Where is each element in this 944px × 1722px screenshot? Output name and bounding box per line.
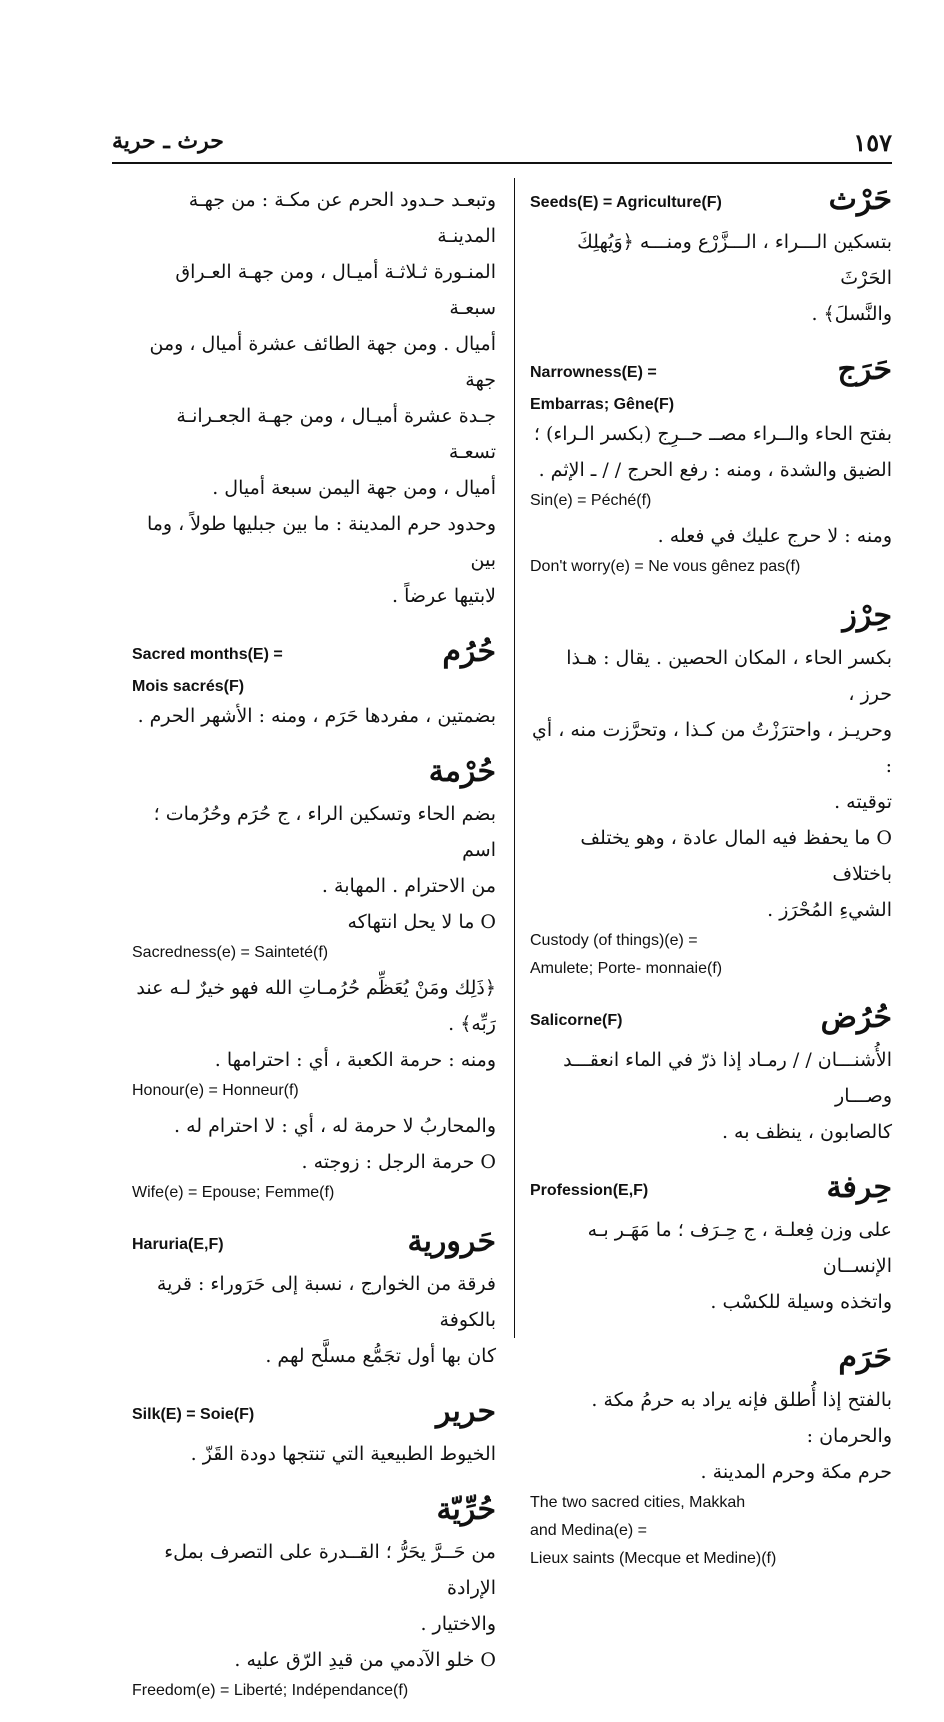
translation-line: Lieux saints (Mecque et Medine)(f) [530,1550,777,1567]
entry-header [132,754,496,796]
entry-header [530,1170,892,1212]
dictionary-entry [530,182,892,332]
dictionary-entry [530,352,892,578]
dictionary-entry [530,1000,892,1150]
translation-line: Sin(e) = Péché(f) [530,492,652,509]
arabic-definition-line: بكسر الحاء ، المكان الحصين . يقال : هـذا حرز ، [566,647,892,705]
arabic-definition-line: بفتح الحاء والــراء مصــ حــرِج (بكسر الـراء) ؛ [533,423,892,445]
arabic-definition-line: وحريـز ، واحترَزْتُ من كـذا ، وتحرَّزت منه ، أي : [532,719,892,777]
arabic-definition-line: الخيوط الطبيعية التي تنتجها دودة القَزّ . [190,1443,496,1465]
arabic-definition-line: كالصابون ، ينظف به . [721,1121,892,1143]
arabic-definition-line: حرم مكة وحرم المدينة . [700,1461,892,1483]
translation-line: Wife(e) = Epouse; Femme(f) [132,1184,335,1201]
translation-line: Sacredness(e) = Sainteté(f) [132,944,329,961]
translation-line: Custody (of things)(e) = [530,932,698,949]
entry-header [530,352,892,416]
arabic-definition-line: لابتيها عرضاً . [392,585,496,607]
translation-line: The two sacred cities, Makkah [530,1494,746,1511]
headword: حَرَم [838,1340,892,1375]
translation-line: Don't worry(e) = Ne vous gênez pas(f) [530,558,801,575]
translation-line: Freedom(e) = Liberté; Indépendance(f) [132,1682,409,1699]
entry-translation: Narrowness(E) = [530,364,657,381]
dictionary-entry [530,598,892,980]
entry-translation: Salicorne(F) [530,1012,623,1029]
headword: حَرَج [837,352,892,387]
arabic-definition-line: بتسكين الـــراء ، الـــزَّرْع ومنـــه ﴿وَيُهلِكَ الحَرْثَ [577,231,892,289]
arabic-definition-line: والمحاربُ لا حرمة له ، أي : لا احترام له . [174,1115,496,1137]
arabic-definition-line: وحدود حرم المدينة : ما بين جبليها طولاً ، وما بين [146,513,496,571]
arabic-definition-line: توقيته . [834,791,892,813]
arabic-definition-line: والنَّسلَ﴾ . [811,303,892,325]
arabic-definition-line: الضيق والشدة ، ومنه : رفع الحرج / / ـ الإثم . [538,459,892,481]
headword: حَرورية [407,1224,496,1259]
arabic-definition-line: ومنه : لا حرج عليك في فعله . [657,525,892,547]
arabic-definition-line: على وزن فِعلـة ، ج حِـرَف ؛ ما مَهَـر بـه الإنســان [587,1219,892,1277]
arabic-definition-line: المنـورة ثـلاثـة أميـال ، ومن جهـة العـراق سبعـة [175,261,496,319]
headword: حُرُم [442,634,496,669]
entry-header [530,1340,892,1382]
headword: حرير [436,1394,496,1429]
entry-translation: Mois sacrés(F) [132,678,245,695]
arabic-definition-line: أميال ، ومن جهة اليمن سبعة أميال . [212,477,496,499]
headword: حِرْز [842,598,892,633]
dictionary-entry [530,1340,892,1570]
arabic-definition-line: وتبعـد حـدود الحرم عن مكـة : من جهـة المدينـة [188,189,496,247]
arabic-definition-line: جـدة عشرة أميـال ، ومن جهـة الجعـرانـة تسعـة [176,405,496,463]
headword: حُرْمة [428,754,496,789]
arabic-definition-line: كان بها أول تجَمُّع مسلَّح لهم . [265,1345,496,1367]
dictionary-entry [132,1492,496,1702]
arabic-definition-line: من الاحترام . المهابة . [321,875,496,897]
entry-header [132,1492,496,1534]
translation-line: Honour(e) = Honneur(f) [132,1082,299,1099]
left-column-intro [132,182,496,614]
arabic-definition-line: واتخذه وسيلة للكسْب . [710,1291,892,1313]
dictionary-entry [132,634,496,734]
arabic-definition-line: ومنه : حرمة الكعبة ، أي : احترامها . [214,1049,496,1071]
arabic-definition-line: ﴿ذَلِك ومَنْ يُعَظِّم حُرُمـاتِ الله فهو خيرٌ لـه عند [136,977,496,999]
arabic-definition-line: أميال . ومن جهة الطائف عشرة أميال ، ومن جهة [149,333,496,391]
headword: حُرُض [820,1000,892,1035]
dictionary-entry [132,1394,496,1472]
headword: حُرِّيّة [436,1492,496,1527]
header-rule [112,162,892,164]
entry-translation: Haruria(E,F) [132,1236,224,1253]
entry-translation: Embarras; Gêne(F) [530,396,675,413]
right-column [530,182,892,1590]
headword: حِرفة [826,1170,892,1205]
dictionary-entry [530,1170,892,1320]
arabic-definition-line: بالفتح إذا أُطلق فإنه يراد به حرمُ مكة . والحرمان : [591,1389,892,1447]
entry-header [530,1000,892,1042]
arabic-definition-line: بضمتين ، مفردها حَرَم ، ومنه : الأشهر الحرم . [137,705,496,727]
entry-translation: Sacred months(E) = [132,646,283,663]
left-column-entries [132,634,496,1702]
left-column [132,182,496,1722]
entry-header [132,634,496,698]
dictionary-entry [132,1224,496,1374]
arabic-definition-line: O خلو الآدمي من قيدِ الرّق عليه . [234,1649,496,1671]
arabic-definition-line: الأُشنـــان / / رمـاد إذا ذرّ في الماء انعقـــد وصـــار [563,1049,892,1107]
translation-line: and Medina(e) = [530,1522,647,1539]
arabic-definition-line: بضم الحاء وتسكين الراء ، ج حُرَم وحُرُمات ؛ اسم [153,803,496,861]
running-title: حرث ـ حرية [112,128,224,154]
entry-translation: Silk(E) = Soie(F) [132,1406,255,1423]
translation-line: Amulete; Porte- monnaie(f) [530,960,723,977]
page-header [112,126,892,162]
entry-translation: Seeds(E) = Agriculture(F) [530,194,722,211]
headword: حَرْث [828,182,892,217]
arabic-definition-line: O ما لا يحل انتهاكه [347,911,496,933]
entry-translation: Profession(E,F) [530,1182,649,1199]
entry-header [132,1394,496,1436]
arabic-definition-line: من حَــرَّ يحَرُّ ؛ القــدرة على التصرف بملء الإرادة [164,1541,496,1599]
arabic-definition-line: والاختيار . [420,1613,496,1635]
entry-header [530,598,892,640]
arabic-definition-line: رَبِّه﴾ . [448,1013,496,1035]
arabic-definition-line: O حرمة الرجل : زوجته . [301,1151,496,1173]
arabic-definition-line: الشيءِ المُحْرَز . [767,899,892,921]
dictionary-entry [132,754,496,1204]
page-number: ١٥٧ [853,128,892,157]
entry-header [530,182,892,224]
arabic-definition-line: فرقة من الخوارج ، نسبة إلى حَرَوراء : قرية بالكوفة [156,1273,496,1331]
column-divider [514,178,515,1338]
entry-header [132,1224,496,1266]
arabic-definition-line: O ما يحفظ فيه المال عادة ، وهو يختلف باختلاف [580,827,892,885]
